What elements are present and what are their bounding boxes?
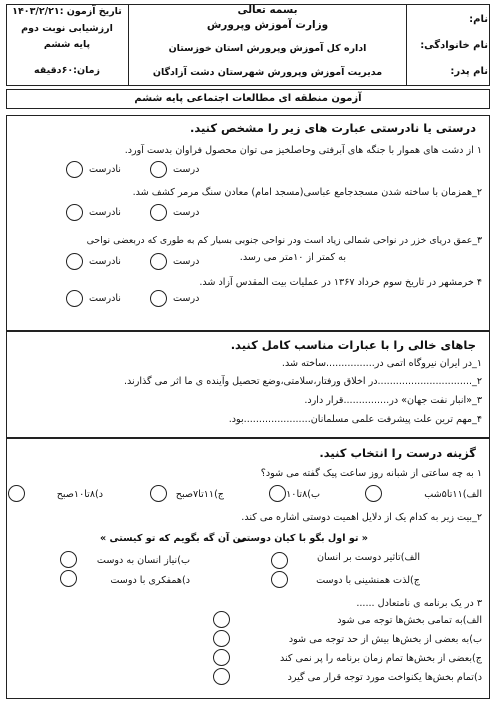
option-d-label: د)تمام بخش‌ها یکنواخت مورد توجه قرار می گیرد — [287, 672, 482, 683]
question-text: ۴ خرمشهر در تاریخ سوم خرداد ۱۳۶۷ در عملیات بیت المقدس آزاد شد. — [199, 277, 482, 288]
question-text: ۳_عمق دریای خزر در نواحی شمالی زیاد است ودر نواحی جنوبی بسیار کم به طوری که دربعضی نواحی — [86, 235, 482, 246]
fill-blank-item: ۲_...............................در اخلاق ورفتار،سلامتی،وضع تحصیل وآینده ی ما اثر می گذارند. — [123, 376, 482, 387]
exam-title: آزمون منطقه ای مطالعات اجتماعی پایه ششم — [134, 93, 362, 104]
option-a-circle[interactable] — [213, 611, 230, 628]
option-d-circle[interactable] — [8, 485, 25, 502]
option-b-circle[interactable] — [213, 630, 230, 647]
question-text: ۲_همزمان با ساخته شدن مسجدجامع عباسی(مسجد امام) معادن سنگ مرمر کشف شد. — [132, 187, 482, 198]
question-text: ۲_بیت زیر به کدام یک از دلایل اهمیت دوستی اشاره می کند. — [241, 512, 482, 523]
province-office: اداره کل آموزش وپرورش استان خوزستان — [168, 43, 367, 54]
false-option-circle[interactable] — [66, 290, 83, 307]
question-text: ۱ به چه ساعتی از شبانه روز ساعت پیک گفته می شود؟ — [260, 468, 482, 479]
option-c-label: ج)بعضی از بخش‌ها تمام زمان برنامه را پر نمی کند — [279, 653, 482, 664]
poem-second-half: من آن گه بگویم که تو کیستی » — [100, 533, 248, 544]
section3-heading: گزینه درست را انتخاب کنید. — [319, 446, 476, 460]
option-d-circle[interactable] — [60, 570, 77, 587]
option-b-label: ب)۸تا۱۰ — [286, 489, 320, 500]
option-c-circle[interactable] — [271, 571, 288, 588]
question-text-continued: به کمتر از ۱۰متر می رسد. — [239, 252, 346, 263]
false-option-circle[interactable] — [66, 253, 83, 270]
question-text: ۱ از دشت های هموار با جنگه های آبرفتی وحاصلخیز می توان محصول فراوان بدست آورد. — [124, 145, 482, 156]
option-c-label: ج)لذت همنشینی با دوست — [316, 575, 420, 586]
section2-heading: جاهای خالی را با عبارات مناسب کامل کنید. — [230, 338, 476, 352]
option-c-label: ج)۱۱تا۷صبح — [175, 489, 224, 500]
option-b-circle[interactable] — [60, 551, 77, 568]
exam-grade: پایه ششم — [43, 39, 91, 50]
true-option-circle[interactable] — [150, 204, 167, 221]
option-d-label: د)همفکری با دوست — [110, 575, 190, 586]
family-label: نام خانوادگی: — [420, 40, 488, 51]
exam-date: تاریخ آزمون :۱۴۰۳/۲/۲۱ — [12, 6, 122, 17]
fill-blank-item: ۱_در ایران نیروگاه اتمی در................ساخته شد. — [281, 358, 482, 369]
true-label: درست — [173, 293, 200, 304]
father-label: نام پدر: — [450, 66, 488, 77]
section1-heading: درستی یا نادرستی عبارت های زیر را مشخص کنید. — [189, 121, 476, 135]
option-b-label: ب)به بعضی از بخش‌ها بیش از حد توجه می شود — [288, 634, 482, 645]
true-label: درست — [173, 164, 200, 175]
option-d-circle[interactable] — [213, 668, 230, 685]
false-label: نادرست — [89, 256, 121, 267]
option-a-label: الف)تاثیر دوست بر انسان — [316, 552, 420, 563]
option-a-label: الف)به تمامی بخش‌ها توجه می شود — [337, 615, 482, 626]
fill-blank-item: ۴_مهم ترین علت پیشرفت علمی مسلمانان......................بود. — [228, 414, 482, 425]
exam-term: ارزشیابی نوبت دوم — [21, 23, 113, 34]
true-option-circle[interactable] — [150, 253, 167, 270]
option-c-circle[interactable] — [150, 485, 167, 502]
option-a-label: الف)۱۱تا۵شب — [424, 489, 482, 500]
district-office: مدیریت آموزش وپرورش شهرستان دشت آزادگان — [152, 67, 383, 78]
name-label: نام: — [469, 14, 488, 25]
true-label: درست — [173, 207, 200, 218]
header-divider-right — [406, 4, 407, 86]
question-text: ۳ در یک برنامه ی نامتعادل ...... — [356, 598, 482, 609]
false-label: نادرست — [89, 293, 121, 304]
poem-first-half: « تو اول بگو با کیان دوستی — [236, 533, 368, 544]
false-option-circle[interactable] — [66, 161, 83, 178]
option-b-circle[interactable] — [269, 485, 286, 502]
option-d-label: د)۸تا۱۰صبح — [56, 489, 103, 500]
false-label: نادرست — [89, 164, 121, 175]
fill-blank-item: ۳_«انبار نفت جهان» در...............قرار دارد. — [304, 395, 482, 406]
true-option-circle[interactable] — [150, 290, 167, 307]
true-label: درست — [173, 256, 200, 267]
false-label: نادرست — [89, 207, 121, 218]
option-c-circle[interactable] — [213, 649, 230, 666]
true-option-circle[interactable] — [150, 161, 167, 178]
option-a-circle[interactable] — [271, 552, 288, 569]
ministry-name: وزارت آموزش وپرورش — [206, 19, 329, 31]
option-a-circle[interactable] — [365, 485, 382, 502]
basmala: بسمه تعالی — [237, 4, 298, 16]
option-b-label: ب)نیاز انسان به دوست — [96, 555, 190, 566]
false-option-circle[interactable] — [66, 204, 83, 221]
exam-duration: زمان:۶۰دقیقه — [33, 65, 100, 76]
